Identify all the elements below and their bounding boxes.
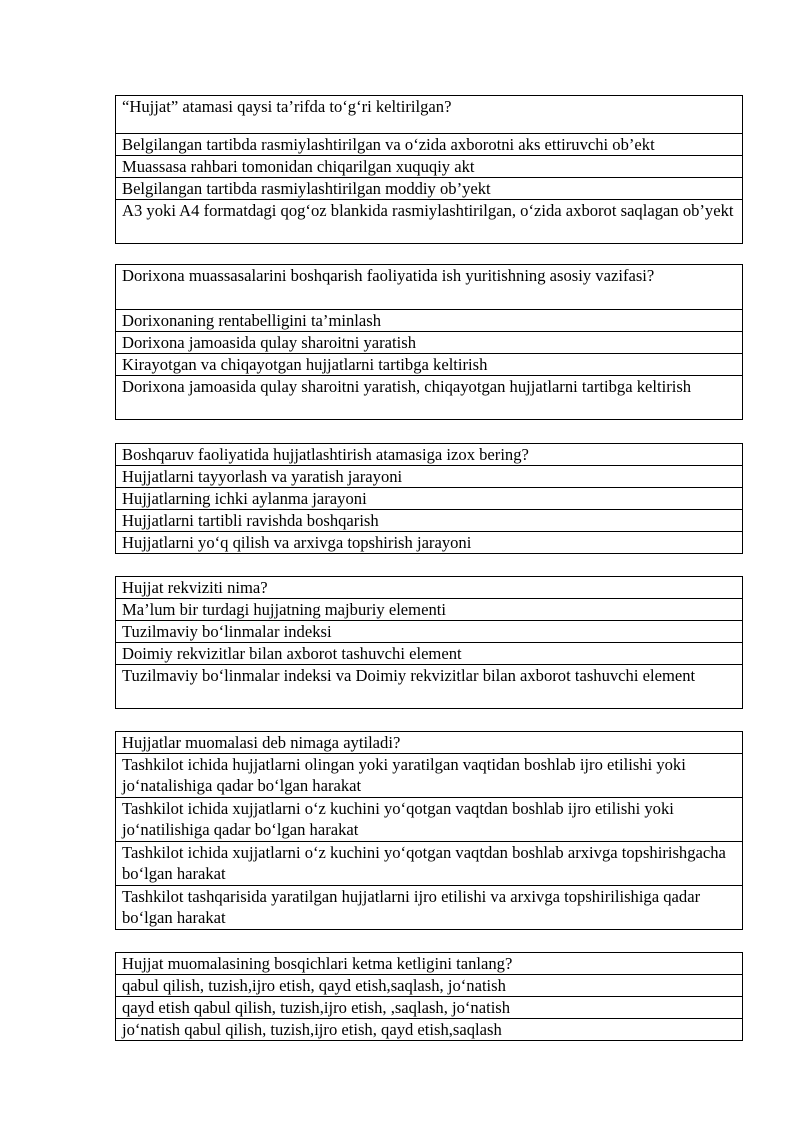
question-row: [116, 265, 743, 310]
question-row: [116, 953, 743, 975]
question-row: [116, 732, 743, 754]
answer-option[interactable]: Hujjatlarning ichki aylanma jarayoni: [116, 488, 743, 510]
answer-row: [116, 376, 743, 420]
answer-row: [116, 997, 743, 1019]
answer-row: [116, 975, 743, 997]
answer-option[interactable]: Dorixona jamoasida qulay sharoitni yaratish, chiqayotgan hujjatlarni tartibga keltirish: [116, 376, 743, 420]
answer-option[interactable]: qabul qilish, tuzish,ijro etish, qayd etish,saqlash, jo‘natish: [116, 975, 743, 997]
answer-row: [116, 510, 743, 532]
answer-row: [116, 621, 743, 643]
answer-row: [116, 886, 743, 930]
question-table-1: [115, 95, 743, 244]
question-text: Hujjatlar muomalasi deb nimaga aytiladi?: [116, 732, 743, 754]
answer-option[interactable]: Tashkilot ichida xujjatlarni o‘z kuchini yo‘qotgan vaqtdan boshlab arxivga topshirishgacha bo‘lgan harakat: [116, 842, 743, 886]
answer-row: [116, 842, 743, 886]
answer-option[interactable]: Tashkilot ichida hujjatlarni olingan yoki yaratilgan vaqtidan boshlab ijro etilishi yoki jo‘natalishiga qadar bo‘lgan harakat: [116, 754, 743, 798]
question-text: Dorixona muassasalarini boshqarish faoliyatida ish yuritishning asosiy vazifasi?: [116, 265, 743, 310]
answer-option[interactable]: A3 yoki A4 formatdagi qog‘oz blankida rasmiylashtirilgan, o‘zida axborot saqlagan ob’yekt: [116, 200, 743, 244]
answer-option[interactable]: Kirayotgan va chiqayotgan hujjatlarni tartibga keltirish: [116, 354, 743, 376]
question-text: Boshqaruv faoliyatida hujjatlashtirish atamasiga izox bering?: [116, 444, 743, 466]
answer-option[interactable]: Ma’lum bir turdagi hujjatning majburiy elementi: [116, 599, 743, 621]
answer-option[interactable]: Belgilangan tartibda rasmiylashtirilgan moddiy ob’yekt: [116, 178, 743, 200]
answer-row: [116, 798, 743, 842]
answer-row: [116, 178, 743, 200]
answer-row: [116, 310, 743, 332]
answer-option[interactable]: Hujjatlarni yo‘q qilish va arxivga topshirish jarayoni: [116, 532, 743, 554]
question-row: [116, 577, 743, 599]
question-row: [116, 96, 743, 134]
answer-option[interactable]: Tashkilot ichida xujjatlarni o‘z kuchini yo‘qotgan vaqtdan boshlab ijro etilishi yoki jo‘natilishiga qadar bo‘lgan harakat: [116, 798, 743, 842]
question-table-4: [115, 576, 743, 709]
answer-row: [116, 134, 743, 156]
answer-option[interactable]: Tuzilmaviy bo‘linmalar indeksi: [116, 621, 743, 643]
question-text: Hujjat rekviziti nima?: [116, 577, 743, 599]
answer-row: [116, 1019, 743, 1041]
answer-option[interactable]: Tashkilot tashqarisida yaratilgan hujjatlarni ijro etilishi va arxivga topshirilishiga qadar bo‘lgan harakat: [116, 886, 743, 930]
answer-option[interactable]: Belgilangan tartibda rasmiylashtirilgan va o‘zida axborotni aks ettiruvchi ob’ekt: [116, 134, 743, 156]
answer-row: [116, 643, 743, 665]
answer-row: [116, 200, 743, 244]
answer-option[interactable]: Muassasa rahbari tomonidan chiqarilgan xuquqiy akt: [116, 156, 743, 178]
answer-option[interactable]: Dorixona jamoasida qulay sharoitni yaratish: [116, 332, 743, 354]
question-table-2: [115, 264, 743, 420]
answer-row: [116, 156, 743, 178]
answer-row: [116, 354, 743, 376]
answer-option[interactable]: jo‘natish qabul qilish, tuzish,ijro etish, qayd etish,saqlash: [116, 1019, 743, 1041]
question-table-3: [115, 443, 743, 554]
question-table-5: [115, 731, 743, 930]
question-text: “Hujjat” atamasi qaysi ta’rifda to‘g‘ri keltirilgan?: [116, 96, 743, 134]
question-table-6: [115, 952, 743, 1041]
answer-option[interactable]: qayd etish qabul qilish, tuzish,ijro etish, ,saqlash, jo‘natish: [116, 997, 743, 1019]
answer-row: [116, 754, 743, 798]
answer-row: [116, 599, 743, 621]
answer-row: [116, 466, 743, 488]
answer-option[interactable]: Hujjatlarni tartibli ravishda boshqarish: [116, 510, 743, 532]
answer-row: [116, 488, 743, 510]
answer-row: [116, 665, 743, 709]
answer-option[interactable]: Tuzilmaviy bo‘linmalar indeksi va Doimiy rekvizitlar bilan axborot tashuvchi element: [116, 665, 743, 709]
answer-option[interactable]: Dorixonaning rentabelligini ta’minlash: [116, 310, 743, 332]
answer-option[interactable]: Doimiy rekvizitlar bilan axborot tashuvchi element: [116, 643, 743, 665]
question-row: [116, 444, 743, 466]
question-text: Hujjat muomalasining bosqichlari ketma ketligini tanlang?: [116, 953, 743, 975]
answer-row: [116, 532, 743, 554]
answer-option[interactable]: Hujjatlarni tayyorlash va yaratish jarayoni: [116, 466, 743, 488]
answer-row: [116, 332, 743, 354]
